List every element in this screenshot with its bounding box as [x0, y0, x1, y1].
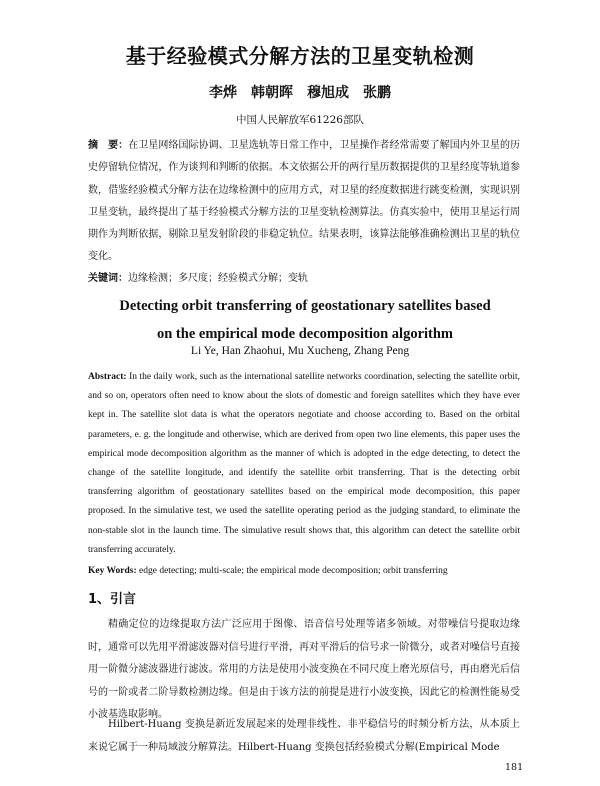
page-number: 181 [505, 762, 524, 773]
affiliation-cn: 中国人民解放军61226部队 [236, 114, 364, 126]
abstract-en-label: Abstract: [88, 372, 127, 382]
keywords-cn [88, 268, 520, 290]
keywords-cn-text: 边缘检测；多尺度；经验模式分解；变轨 [128, 273, 308, 284]
abstract-cn-text: 在卫星网络国际协调、卫星选轨等日常工作中，卫星操作者经常需要了解国内外卫星的历史停留轨位情况，作为谈判和判断的依据。本文依据公开的两行星历数据提供的卫星经度等轨道参数，借鉴经验模式分解方法在边缘检测中的应用方式，对卫星的经度数据进行跳变检测，实现识别卫星变轨，最终提出了基于经验模式分解方法的卫星变轨检测算法。仿真实验中，使用卫星运行周期作为判断依据，剔除卫星发射阶段的非稳定轨位。结果表明，该算法能够准确检测出卫星的轨位变化。 [88, 140, 521, 263]
abstract-cn-label: 摘 要： [88, 140, 129, 151]
intro-paragraph-2: Hilbert-Huang 变换是新近发展起来的处理非线性、非平稳信号的时频分析方法，从本质上来说它属于一种局域波分解算法。Hilbert-Huang 变换包括经验模式分解(Empirical Mode [88, 719, 520, 753]
intro-paragraph-1: 精确定位的边缘提取方法广泛应用于图像、语音信号处理等诸多领域。对带噪信号提取边缘时，通常可以先用平滑滤波器对信号进行平滑，再对平滑后的信号求一阶微分，或者对噪信号直接用一阶微分滤波器进行滤波。常用的方法是使用小波变换在不同尺度上磨光原信号，再由磨光后信号的一阶或者二阶导数检测边缘。但是由于该方法的前提是进行小波变换，因此它的检测性能易受小波基选取影响。 [88, 619, 520, 720]
paper-title-cn: 基于经验模式分解方法的卫星变轨检测 [125, 44, 475, 68]
keywords-en-label: Key Words: [88, 566, 137, 576]
paper-title-en: Detecting orbit transferring of geostationary satellites based on the empirical mode decomposition algorithm [119, 298, 491, 342]
keywords-cn-label: 关键词： [88, 273, 128, 284]
abstract-en-text: In the daily work, such as the international satellite networks coordination, selecting the satellite orbit, and so on, operators often need to know about the slots of domestic and foreign satellites which they have ever kept in. The satellite slot data is what the operators negotiate and choose according to. Based on the orbital parameters, e. g. the longitude and otherwise, which are derived from open two line elements, this paper uses the empirical mode decomposition algorithm as the manner of which is adopted in the edge detecting, to detect the change of the satellite longitude, and identify the satellite orbit transferring. That is the detecting orbit transferring algorithm of geostationary satellites based on the empirical mode decomposition, this paper proposed. In the simulative test, we used the satellite operating period as the judging standard, to eliminate the non-stable slot in the launch time. The simulative result shows that, this algorithm can detect the satellite orbit transferring accurately. [88, 372, 520, 555]
keywords-en-text: edge detecting; multi-scale; the empirical mode decomposition; orbit transferring [139, 566, 448, 576]
section-heading-introduction: 1、引言 [88, 592, 137, 607]
abstract-en [88, 368, 520, 560]
keywords-en [88, 562, 520, 581]
authors-cn: 李烨 韩朝晖 穆旭成 张鹏 [209, 85, 391, 101]
abstract-cn [88, 135, 520, 269]
authors-en: Li Ye, Han Zhaohui, Mu Xucheng, Zhang Peng [190, 345, 410, 357]
